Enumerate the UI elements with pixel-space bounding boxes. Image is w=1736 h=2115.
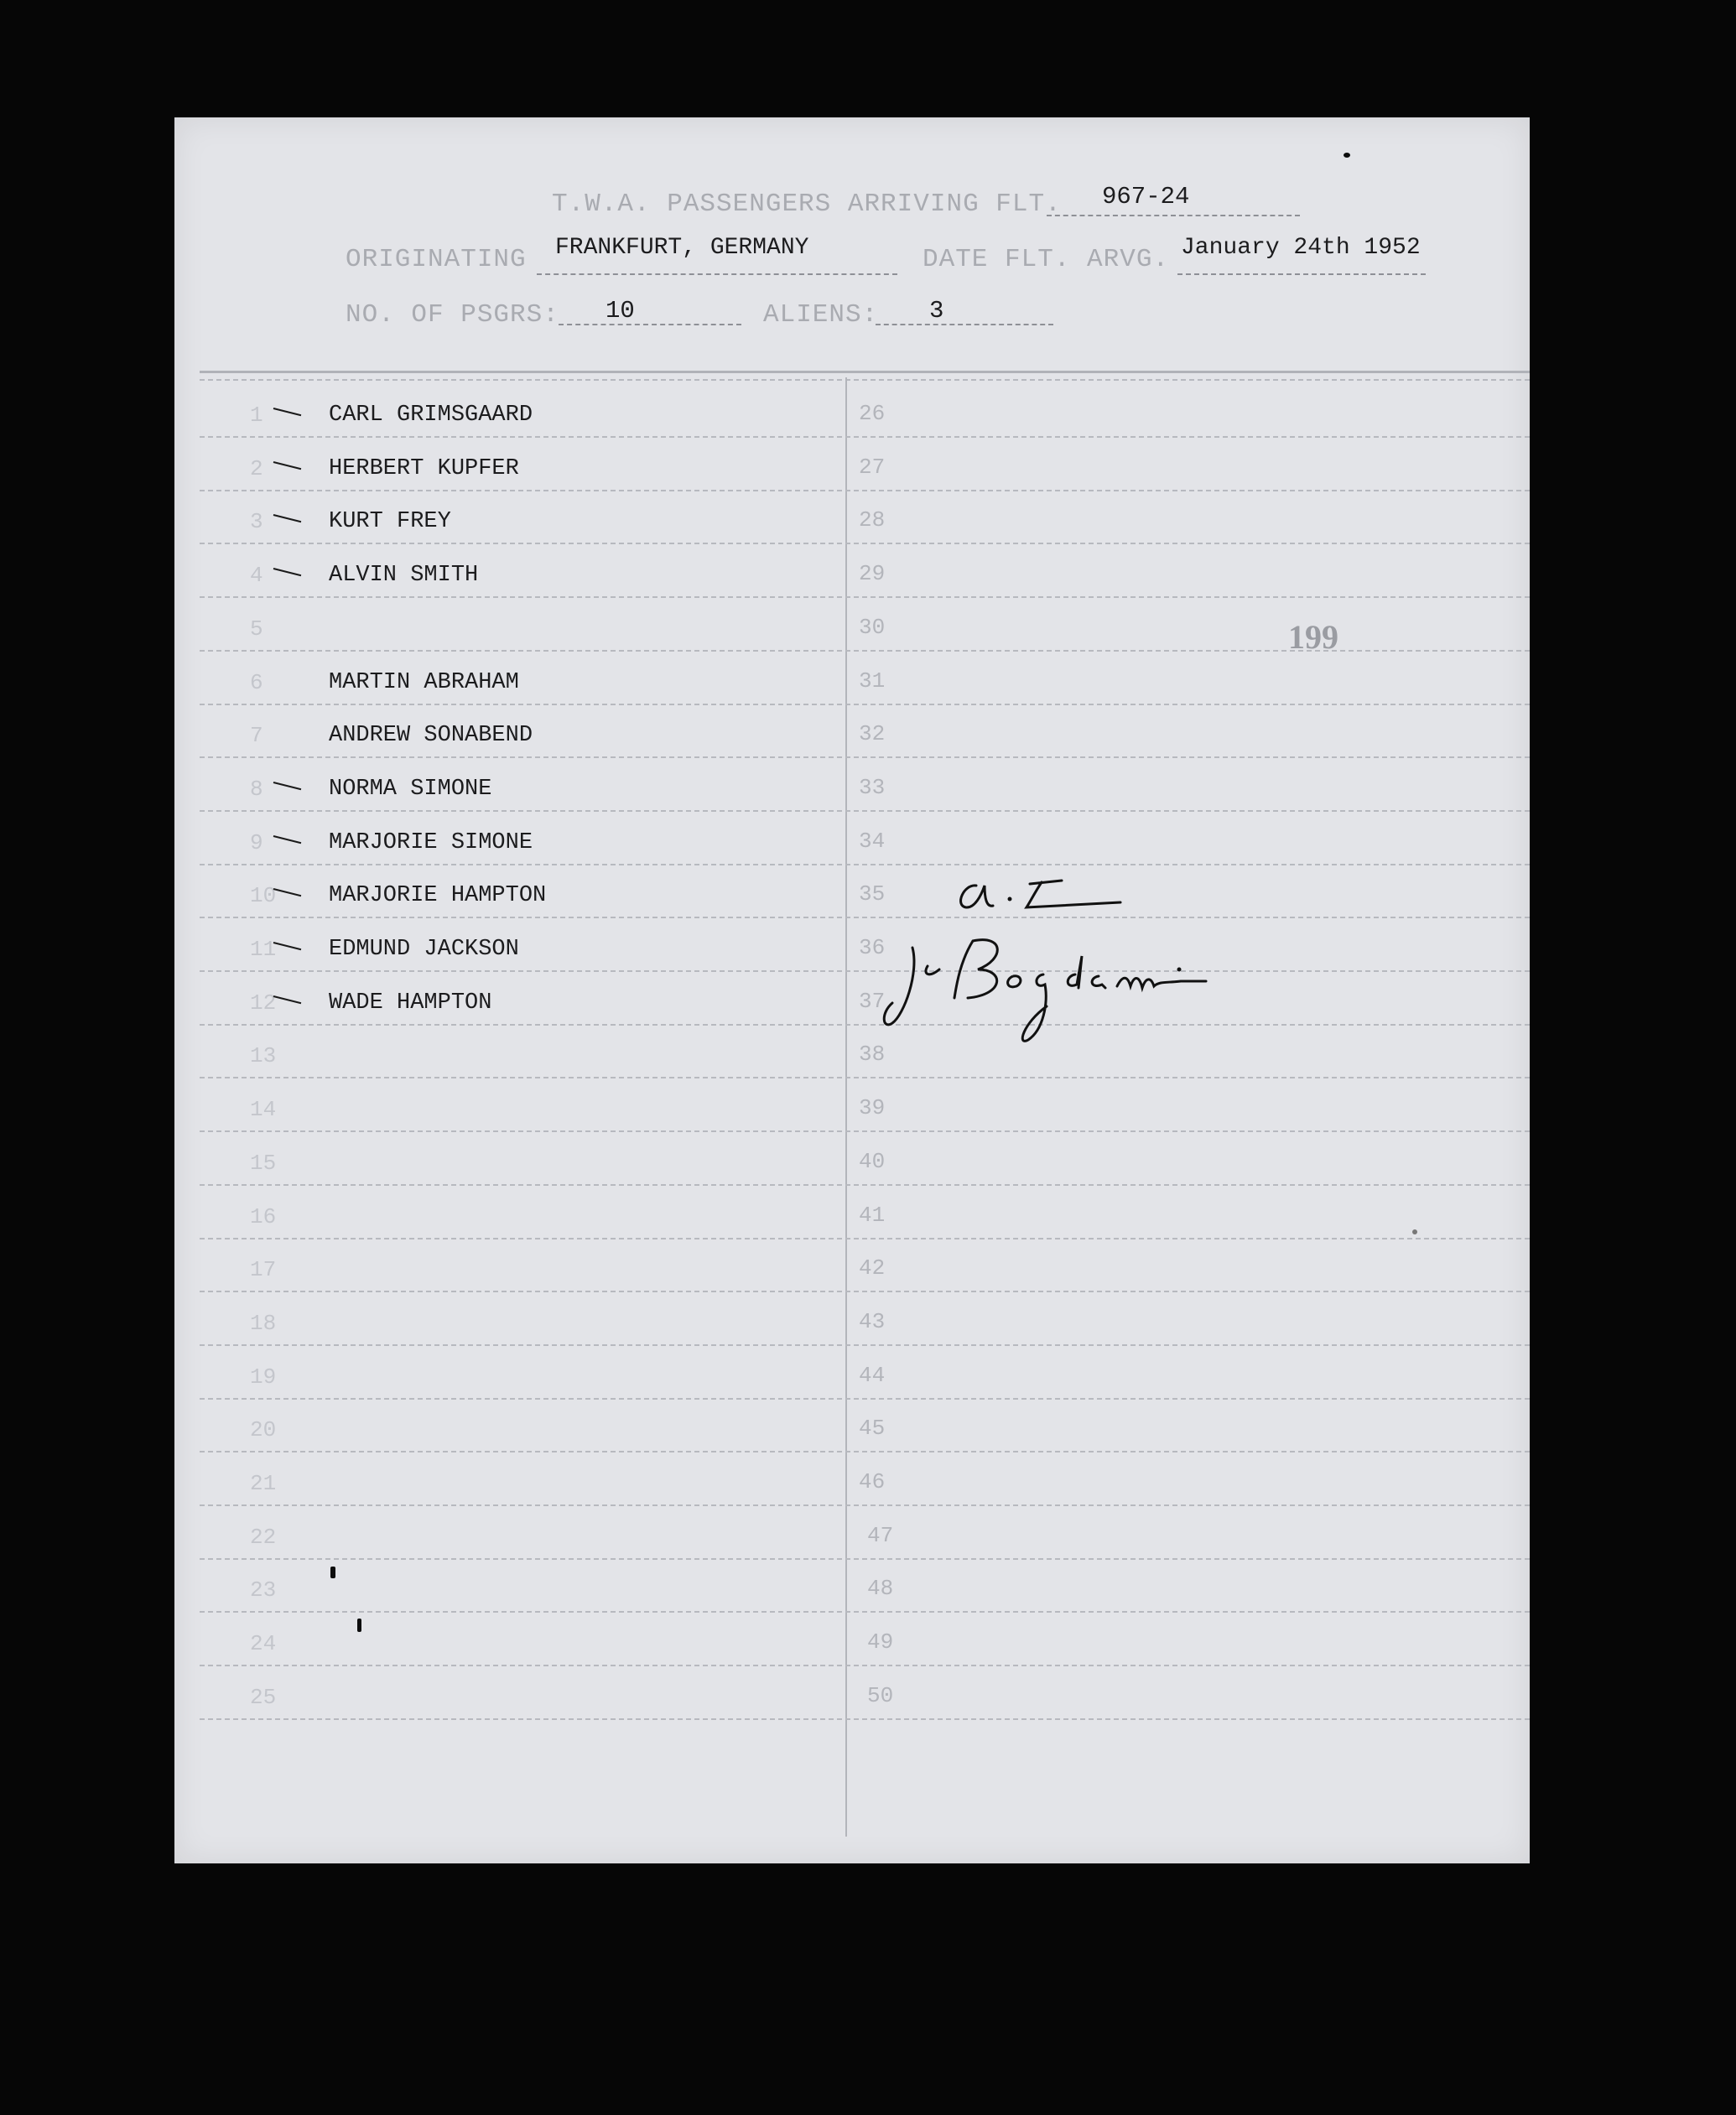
- passenger-name: WADE HAMPTON: [329, 990, 492, 1016]
- date-label: DATE FLT. ARVG.: [923, 245, 1170, 274]
- row-number-left: 25: [250, 1684, 277, 1710]
- row-number-right: 29: [859, 561, 886, 587]
- originating-value: FRANKFURT, GERMANY: [555, 235, 809, 261]
- originating-label: ORIGINATING: [346, 245, 527, 274]
- row-number-left: 3: [250, 509, 263, 535]
- passenger-name: KURT FREY: [329, 509, 451, 535]
- row-number-left: 24: [250, 1631, 277, 1657]
- handwritten-initials: [943, 855, 1136, 931]
- row-number-right: 32: [859, 721, 886, 747]
- date-value: January 24th 1952: [1181, 235, 1421, 261]
- row-number-right: 38: [859, 1042, 886, 1068]
- aliens-label: ALIENS:: [763, 300, 879, 330]
- row-number-left: 15: [250, 1150, 277, 1176]
- ink-speck: [1344, 153, 1350, 158]
- row-rule: [200, 596, 1530, 598]
- row-rule: [200, 1184, 1530, 1186]
- manifest-page: [174, 117, 1530, 1863]
- passenger-name: EDMUND JACKSON: [329, 937, 519, 962]
- passenger-name: ANDREW SONABEND: [329, 723, 533, 749]
- passenger-name: CARL GRIMSGAARD: [329, 403, 533, 428]
- row-number-left: 1: [250, 403, 263, 428]
- row-rule: [200, 1024, 1530, 1026]
- row-rule: [200, 970, 1530, 972]
- row-rule: [200, 864, 1530, 865]
- row-number-left: 14: [250, 1097, 277, 1123]
- row-number-right: 47: [867, 1522, 894, 1548]
- row-number-left: 20: [250, 1417, 277, 1443]
- row-rule: [200, 1398, 1530, 1400]
- row-number-right: 43: [859, 1308, 886, 1334]
- row-rule: [200, 810, 1530, 812]
- row-rule: [200, 543, 1530, 544]
- row-number-left: 4: [250, 563, 263, 589]
- row-number-left: 9: [250, 829, 263, 855]
- row-rule: [200, 1504, 1530, 1506]
- row-number-left: 10: [250, 883, 277, 909]
- ink-speck: [1412, 1229, 1417, 1234]
- row-number-right: 36: [859, 935, 886, 960]
- row-number-right: 44: [859, 1362, 886, 1388]
- row-number-right: 49: [867, 1629, 894, 1655]
- row-rule: [200, 1611, 1530, 1613]
- row-rule: [200, 1558, 1530, 1560]
- row-number-left: 17: [250, 1257, 277, 1283]
- row-rule: [200, 1451, 1530, 1452]
- row-rule: [200, 1291, 1530, 1292]
- aliens-underline: [876, 324, 1053, 325]
- row-number-left: 19: [250, 1364, 277, 1390]
- row-number-left: 23: [250, 1577, 277, 1603]
- passenger-name: ALVIN SMITH: [329, 563, 479, 589]
- row-number-left: 7: [250, 723, 263, 749]
- row-rule: [200, 1665, 1530, 1666]
- header-rule: [200, 371, 1530, 373]
- row-rule: [200, 1238, 1530, 1239]
- row-number-right: 39: [859, 1095, 886, 1121]
- aliens-value: 3: [929, 297, 944, 325]
- row-rule: [200, 436, 1530, 438]
- passenger-name: MARTIN ABRAHAM: [329, 669, 519, 695]
- row-number-right: 34: [859, 828, 886, 854]
- row-number-right: 50: [867, 1682, 894, 1708]
- row-number-left: 5: [250, 616, 263, 642]
- passenger-name: MARJORIE SIMONE: [329, 829, 533, 855]
- row-number-right: 31: [859, 668, 886, 694]
- row-number-right: 26: [859, 401, 886, 426]
- page-stamp-number: 199: [1288, 618, 1338, 656]
- row-rule: [200, 704, 1530, 705]
- row-number-left: 13: [250, 1043, 277, 1069]
- row-rule: [200, 1718, 1530, 1720]
- form-title: T.W.A. PASSENGERS ARRIVING FLT.: [552, 190, 1062, 219]
- row-number-right: 46: [859, 1469, 886, 1494]
- row-rule: [200, 917, 1530, 918]
- row-number-right: 41: [859, 1202, 886, 1228]
- row-number-left: 16: [250, 1203, 277, 1229]
- originating-underline: [537, 273, 897, 275]
- row-number-left: 11: [250, 937, 277, 962]
- row-rule: [200, 756, 1530, 758]
- row-number-right: 37: [859, 988, 886, 1014]
- num-psgrs-value: 10: [606, 297, 635, 325]
- row-rule: [200, 1077, 1530, 1078]
- row-number-right: 30: [859, 614, 886, 640]
- row-number-left: 8: [250, 776, 263, 802]
- row-number-left: 6: [250, 669, 263, 695]
- row-rule: [200, 490, 1530, 491]
- num-psgrs-underline: [559, 324, 741, 325]
- row-number-right: 45: [859, 1416, 886, 1442]
- num-psgrs-label: NO. OF PSGRS:: [346, 300, 559, 330]
- row-number-left: 22: [250, 1524, 277, 1550]
- flight-number: 967-24: [1102, 183, 1190, 210]
- row-number-left: 2: [250, 455, 263, 481]
- row-number-left: 12: [250, 990, 277, 1016]
- row-number-right: 33: [859, 774, 886, 800]
- row-rule: [200, 1344, 1530, 1346]
- row-rule: [200, 1130, 1530, 1132]
- flight-number-underline: [1047, 215, 1300, 216]
- row-number-right: 28: [859, 507, 886, 533]
- header-rule-secondary: [200, 379, 1530, 381]
- passenger-name: MARJORIE HAMPTON: [329, 883, 547, 909]
- passenger-name: NORMA SIMONE: [329, 776, 492, 802]
- row-number-left: 21: [250, 1471, 277, 1496]
- row-number-right: 48: [867, 1576, 894, 1602]
- row-number-right: 27: [859, 454, 886, 480]
- row-number-right: 42: [859, 1255, 886, 1281]
- ink-speck: [330, 1567, 335, 1578]
- row-number-left: 18: [250, 1310, 277, 1336]
- ink-speck: [357, 1619, 361, 1632]
- row-number-right: 35: [859, 881, 886, 907]
- passenger-name: HERBERT KUPFER: [329, 455, 519, 481]
- handwritten-signature: [879, 922, 1231, 1057]
- date-underline: [1177, 273, 1426, 275]
- row-number-right: 40: [859, 1148, 886, 1174]
